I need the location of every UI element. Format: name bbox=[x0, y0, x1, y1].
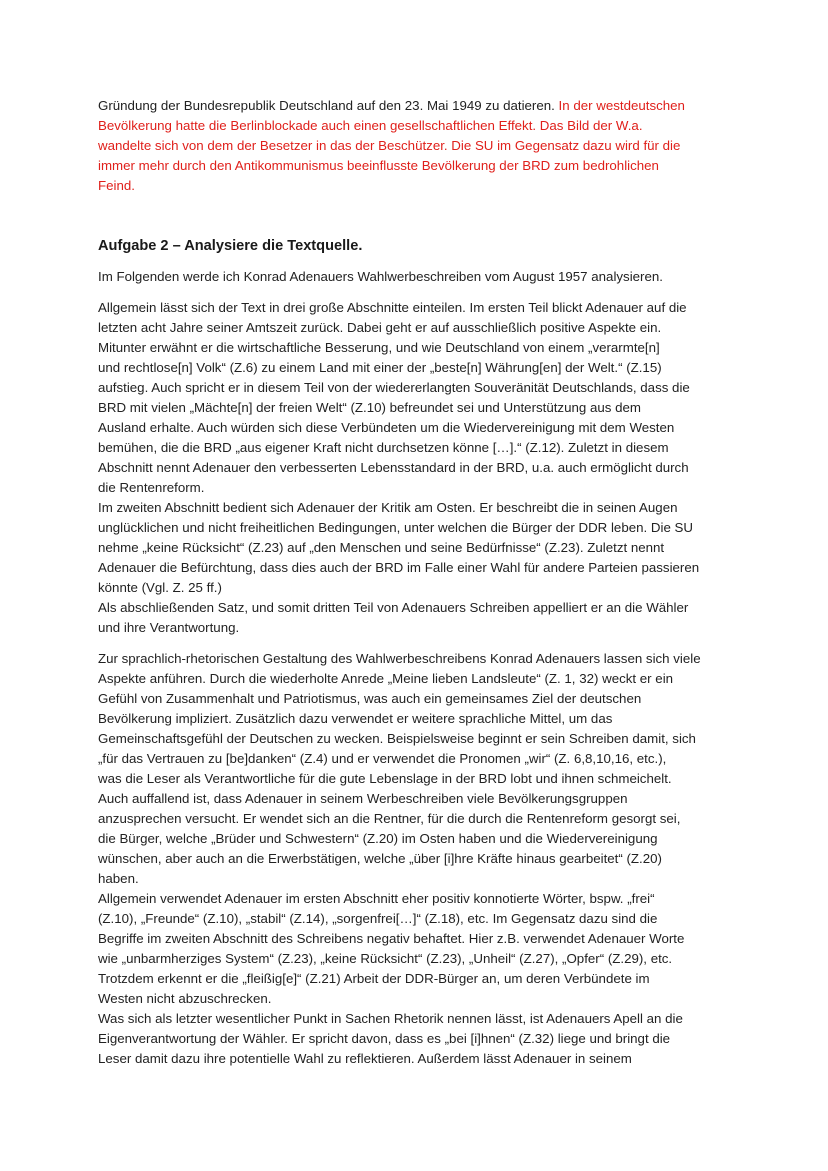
text-line: bemühen, die die BRD „aus eigener Kraft nicht durchsetzen könne […].“ (Z.12). Zuletzt in diesem bbox=[98, 440, 669, 455]
section-spacer bbox=[98, 196, 738, 236]
text-segment: Gründung der Bundesrepublik Deutschland auf den 23. Mai 1949 zu datieren. bbox=[98, 98, 559, 113]
text-line: (Z.10), „Freunde“ (Z.10), „stabil“ (Z.14), „sorgenfrei[…]“ (Z.18), etc. Im Gegensatz dazu sind die bbox=[98, 911, 658, 926]
section-heading: Aufgabe 2 – Analysiere die Textquelle. bbox=[98, 238, 363, 254]
paragraph bbox=[98, 298, 738, 638]
text-line: anzusprechen versucht. Er wendet sich an die Rentner, für die durch die Rentenreform gesorgt sei, bbox=[98, 811, 681, 826]
text-line: Trotzdem erkennt er die „fleißig[e]“ (Z.21) Arbeit der DDR-Bürger an, um deren Verbündete im bbox=[98, 971, 650, 986]
text-line: Eigenverantwortung der Wähler. Er spricht davon, dass es „bei [i]hnen“ (Z.32) liege und bringt die bbox=[98, 1031, 671, 1046]
text-line: Leser damit dazu ihre potentielle Wahl zu reflektieren. Außerdem lässt Adenauer in seinem bbox=[98, 1051, 632, 1066]
text-line: Allgemein verwendet Adenauer im ersten Abschnitt eher positiv konnotierte Wörter, bspw. „frei“ bbox=[98, 891, 655, 906]
text-line: wünschen, aber auch an die Erwerbstätigen, welche „über [i]hre Kräfte hinaus gearbeitet“ (Z.20) bbox=[98, 851, 662, 866]
paragraph bbox=[98, 649, 738, 1069]
text-line: aufstieg. Auch spricht er in diesem Teil von der wiedererlangten Souveränität Deutschlands, dass die bbox=[98, 380, 690, 395]
analysis-body bbox=[98, 256, 738, 1069]
text-line: was die Leser als Verantwortliche für die gute Lebenslage in der BRD lobt und ihnen schmeichelt. bbox=[98, 771, 672, 786]
text-line: wie „unbarmherziges System“ (Z.23), „keine Rücksicht“ (Z.23), „Unheil“ (Z.27), „Opfer“ (Z.29), etc. bbox=[98, 951, 673, 966]
text-line: Als abschließenden Satz, und somit dritten Teil von Adenauers Schreiben appelliert er an die Wähler bbox=[98, 600, 689, 615]
text-line: Ausland erhalte. Auch würden sich diese Verbündeten um die Wiedervereinigung mit dem Westen bbox=[98, 420, 675, 435]
text-line: Gefühl von Zusammenhalt und Patriotismus, was auch ein gemeinsames Ziel der deutschen bbox=[98, 691, 642, 706]
text-line: unglücklichen und nicht freiheitlichen Bedingungen, unter welchen die Bürger der DDR leben. Die SU bbox=[98, 520, 694, 535]
text-line: Westen nicht abzuschrecken. bbox=[98, 991, 272, 1006]
text-line: Allgemein lässt sich der Text in drei große Abschnitte einteilen. Im ersten Teil blickt Adenauer auf die bbox=[98, 300, 687, 315]
paragraph-gap bbox=[98, 287, 738, 298]
text-line: „für das Vertrauen zu [be]danken“ (Z.4) und er verwendet die Pronomen „wir“ (Z. 6,8,10,16, etc.), bbox=[98, 751, 667, 766]
paragraph-gap bbox=[98, 638, 738, 649]
text-line: nehme „keine Rücksicht“ (Z.23) auf „den Menschen und seine Bedürfnisse“ (Z.23). Zuletzt nennt bbox=[98, 540, 665, 555]
text-line: Abschnitt nennt Adenauer den verbesserten Lebensstandard in der BRD, u.a. auch ermöglicht durch bbox=[98, 460, 689, 475]
text-line: letzten acht Jahre seiner Amtszeit zurück. Dabei geht er auf ausschließlich positive Aspekte ein. bbox=[98, 320, 662, 335]
highlighted-text: immer mehr durch den Antikommunismus beeinflusste Bevölkerung der BRD zum bedrohlichen bbox=[98, 158, 659, 173]
text-line: Bevölkerung impliziert. Zusätzlich dazu verwendet er weitere sprachliche Mittel, um das bbox=[98, 711, 613, 726]
text-line: Adenauer die Befürchtung, dass dies auch der BRD im Falle einer Wahl für andere Parteien passieren bbox=[98, 560, 700, 575]
text-line bbox=[98, 96, 738, 116]
highlighted-text: Feind. bbox=[98, 178, 135, 193]
text-line bbox=[98, 156, 738, 176]
document-page bbox=[98, 96, 738, 1069]
text-line: könnte (Vgl. Z. 25 ff.) bbox=[98, 580, 222, 595]
text-line: Begriffe im zweiten Abschnitt des Schreibens negativ behaftet. Hier z.B. verwendet Adenauer Worte bbox=[98, 931, 685, 946]
text-line: Auch auffallend ist, dass Adenauer in seinem Werbeschreiben viele Bevölkerungsgruppen bbox=[98, 791, 628, 806]
text-line: Zur sprachlich-rhetorischen Gestaltung des Wahlwerbeschreibens Konrad Adenauers lassen sich viele bbox=[98, 651, 701, 666]
text-line: Gemeinschaftsgefühl der Deutschen zu wecken. Beispielsweise beginnt er sein Schreiben damit, sich bbox=[98, 731, 696, 746]
paragraph bbox=[98, 267, 738, 287]
highlighted-text: Bevölkerung hatte die Berlinblockade auch einen gesellschaftlichen Effekt. Das Bild der W.a. bbox=[98, 118, 643, 133]
text-line: und ihre Verantwortung. bbox=[98, 620, 240, 635]
intro-paragraph bbox=[98, 96, 738, 196]
text-line bbox=[98, 116, 738, 136]
text-line bbox=[98, 176, 738, 196]
text-line: die Rentenreform. bbox=[98, 480, 205, 495]
text-line: und rechtlose[n] Volk“ (Z.6) zu einem Land mit einer der „beste[n] Währung[en] der Welt.“ (Z.15) bbox=[98, 360, 662, 375]
text-line: haben. bbox=[98, 871, 139, 886]
text-line: Was sich als letzter wesentlicher Punkt in Sachen Rhetorik nennen lässt, ist Adenauers Apell an die bbox=[98, 1011, 683, 1026]
text-line: Im Folgenden werde ich Konrad Adenauers Wahlwerbeschreiben vom August 1957 analysieren. bbox=[98, 269, 663, 284]
text-line: Aspekte anführen. Durch die wiederholte Anrede „Meine lieben Landsleute“ (Z. 1, 32) weckt er ein bbox=[98, 671, 674, 686]
text-line bbox=[98, 136, 738, 156]
highlighted-text: In der westdeutschen bbox=[558, 98, 685, 113]
text-line: Mitunter erwähnt er die wirtschaftliche Besserung, und wie Deutschland von einem „verarmte[n] bbox=[98, 340, 660, 355]
text-line: BRD mit vielen „Mächte[n] der freien Welt“ (Z.10) befreundet sei und Unterstützung aus dem bbox=[98, 400, 641, 415]
paragraph-gap bbox=[98, 256, 738, 267]
text-line: Im zweiten Abschnitt bedient sich Adenauer der Kritik am Osten. Er beschreibt die in seinen Augen bbox=[98, 500, 678, 515]
text-line: die Bürger, welche „Brüder und Schwestern“ (Z.20) im Osten haben und die Wiedervereinigung bbox=[98, 831, 658, 846]
highlighted-text: wandelte sich von dem der Besetzer in das der Beschützer. Die SU im Gegensatz dazu wird für die bbox=[98, 138, 681, 153]
